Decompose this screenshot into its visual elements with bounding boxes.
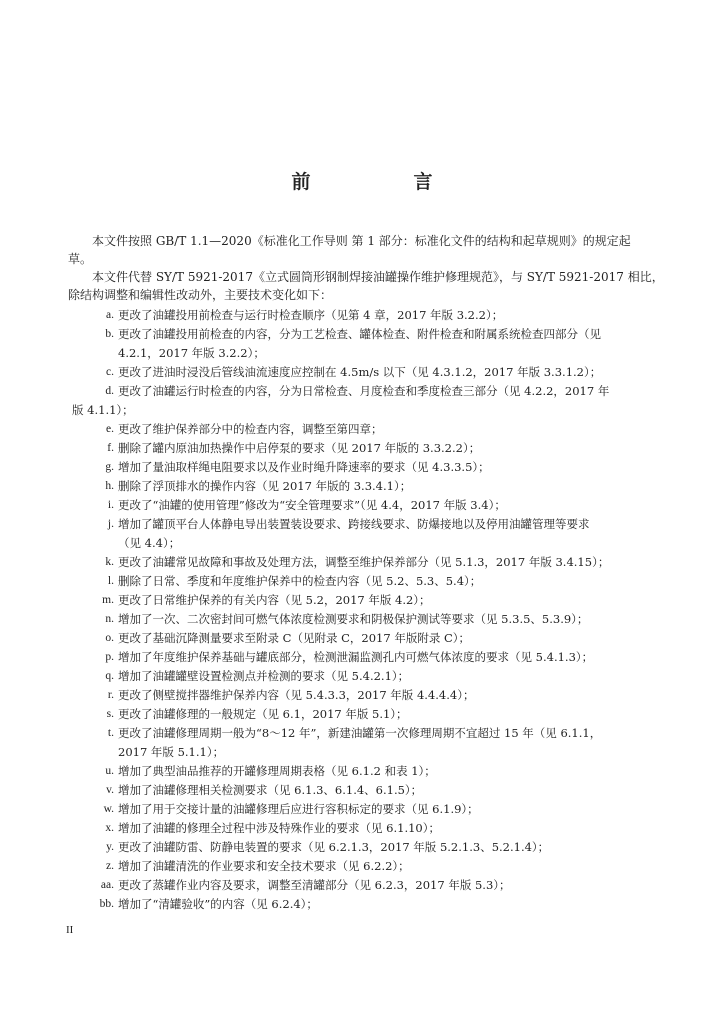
list-item-label: x. <box>105 822 114 834</box>
list-item-text-line: 增加了油罐的修理全过程中涉及特殊作业的要求（见 6.1.10）； <box>118 821 440 835</box>
list-item-text-line: 更改了蒸罐作业内容及要求，调整至清罐部分（见 6.2.3，2017 年版 5.3）； <box>118 878 511 892</box>
list-item <box>68 458 672 477</box>
list-item-text-line: 增加了量油取样绳电阻要求以及作业时绳升降速率的要求（见 4.3.3.5）； <box>118 460 490 474</box>
list-item-text <box>118 762 672 781</box>
list-item-text-line: 更改了油罐防雷、防静电装置的要求（见 6.2.1.3，2017 年版 5.2.1.3、5.2.1.4）； <box>118 840 550 854</box>
list-item-text-line: 删除了浮顶排水的操作内容（见 2017 年版的 3.3.4.1）； <box>118 479 412 493</box>
list-item-text <box>118 382 672 401</box>
list-item-label: l. <box>107 575 114 587</box>
list-item-label: t. <box>107 727 114 739</box>
page-title: 前 言 <box>291 171 475 193</box>
list-item-text <box>118 629 672 648</box>
list-item <box>68 610 672 629</box>
list-item-text-line: 增加了油罐清洗的作业要求和安全技术要求（见 6.2.2）； <box>118 859 410 873</box>
list-item-text <box>118 306 672 325</box>
list-item-label: e. <box>106 423 114 435</box>
list-item <box>68 705 672 724</box>
list-item-text-line: 更改了油罐投用前检查与运行时检查顺序（见第 4 章，2017 年版 3.2.2）； <box>118 308 504 322</box>
list-item <box>68 838 672 857</box>
list-item-label: v. <box>106 784 114 796</box>
list-item <box>68 515 672 534</box>
list-item-text-line: 更改了油罐常见故障和事故及处理方法，调整至维护保养部分（见 5.1.3，2017 年版 3.4.15）； <box>118 555 610 569</box>
list-item-continuation-text: 2017 年版 5.1.1）； <box>118 745 225 759</box>
list-item-text <box>118 648 672 667</box>
list-item-text-line: 更改了基础沉降测量要求至附录 C（见附录 C，2017 年版附录 C）； <box>118 631 471 645</box>
list-item-text <box>118 572 672 591</box>
list-item <box>68 895 672 914</box>
list-item <box>68 648 672 667</box>
list-item-text-line: 增加了用于交接计量的油罐修理后应进行容积标定的要求（见 6.1.9）； <box>118 802 479 816</box>
list-item-label: f. <box>107 442 114 454</box>
list-item-text <box>118 610 672 629</box>
list-item-text <box>118 724 672 743</box>
page-number: II <box>66 924 74 936</box>
list-item-spacer <box>68 344 118 363</box>
intro-paragraph-2 <box>68 268 670 304</box>
list-item-label: b. <box>105 328 114 340</box>
list-item-text-line: 更改了进油时浸没后管线油流速度应控制在 4.5m/s 以下（见 4.3.1.2，2017 年版 3.3.1.2）； <box>118 365 602 379</box>
list-item <box>68 800 672 819</box>
list-item-text <box>118 895 672 914</box>
list-item-label: y. <box>106 841 114 853</box>
list-item <box>68 876 672 895</box>
list-item-spacer <box>68 743 118 762</box>
list-item-text-line: 增加了油罐修理相关检测要求（见 6.1.3、6.1.4、6.1.5）； <box>118 783 423 797</box>
list-item <box>68 591 672 610</box>
list-item-continuation-text: （见 4.4）； <box>118 536 181 550</box>
list-item-continuation-text: 4.2.1，2017 年版 3.2.2）； <box>118 346 265 360</box>
list-item <box>68 496 672 515</box>
list-item-text <box>118 876 672 895</box>
list-item-text <box>118 667 672 686</box>
list-item-text <box>118 705 672 724</box>
list-item-text <box>118 420 672 439</box>
list-item-label: o. <box>105 632 114 644</box>
change-list <box>68 306 672 914</box>
list-item-label: m. <box>102 594 114 606</box>
list-item-label: d. <box>105 385 114 397</box>
list-item <box>68 382 672 401</box>
list-item <box>68 762 672 781</box>
list-item-text-line: 增加了“清罐验收”的内容（见 6.2.4）； <box>118 897 318 911</box>
list-item <box>68 363 672 382</box>
list-item-text-line: 增加了一次、二次密封间可燃气体浓度检测要求和阴极保护测试等要求（见 5.3.5、5.3.9）； <box>118 612 589 626</box>
list-item-text-line: 删除了罐内原油加热操作中启停泵的要求（见 2017 年版的 3.3.2.2）； <box>118 441 481 455</box>
list-item-text <box>118 819 672 838</box>
list-item-text <box>118 553 672 572</box>
list-item-label: k. <box>105 556 114 568</box>
intro-paragraph-2-line-2: 除结构调整和编辑性改动外，主要技术变化如下： <box>68 288 333 302</box>
list-item-text <box>118 781 672 800</box>
intro-paragraph-1-line-1: 本文件按照 GB/T 1.1—2020《标准化工作导则 第 1 部分：标准化文件的结构和起草规则》的规定起 <box>92 234 631 248</box>
list-item-text-line: 删除了日常、季度和年度维护保养中的检查内容（见 5.2、5.3、5.4）； <box>118 574 482 588</box>
list-item-text-line: 更改了侧壁搅拌器维护保养内容（见 5.4.3.3，2017 年版 4.4.4.4）； <box>118 688 475 702</box>
list-item-label: r. <box>107 689 114 701</box>
list-item-text-line: 增加了油罐罐壁设置检测点并检测的要求（见 5.4.2.1）； <box>118 669 410 683</box>
list-item-text-line: 更改了油罐运行时检查的内容，分为日常检查、月度检查和季度检查三部分（见 4.2.2，2017 年 <box>118 384 610 398</box>
list-item <box>68 306 672 325</box>
list-item-label: h. <box>105 480 114 492</box>
list-item <box>68 686 672 705</box>
list-item-text-line: 更改了日常维护保养的有关内容（见 5.2，2017 年版 4.2）； <box>118 593 431 607</box>
list-item-label: aa. <box>100 879 114 891</box>
list-item-text <box>118 591 672 610</box>
list-item-label: n. <box>105 613 114 625</box>
list-item-continuation <box>68 534 672 553</box>
list-item-label: i. <box>107 499 114 511</box>
list-item <box>68 572 672 591</box>
list-item-label: j. <box>107 518 114 530</box>
intro-paragraph-1 <box>68 232 670 268</box>
list-item-label: g. <box>105 461 114 473</box>
intro-paragraph-1-line-2: 草。 <box>68 252 93 266</box>
list-item-text <box>118 838 672 857</box>
list-item-text <box>118 325 672 344</box>
list-item-text-line: 更改了油罐投用前检查的内容，分为工艺检查、罐体检查、附件检查和附属系统检查四部分（见 <box>118 327 601 341</box>
list-item-text <box>118 686 672 705</box>
list-item-text <box>118 439 672 458</box>
list-item-label: a. <box>106 309 114 321</box>
list-item-spacer <box>68 534 118 553</box>
intro-paragraph-2-line-1: 本文件代替 SY/T 5921-2017《立式圆筒形钢制焊接油罐操作维护修理规范》，与 SY/T 5921-2017 相比， <box>92 270 664 284</box>
list-item-text-line: 增加了典型油品推荐的开罐修理周期表格（见 6.1.2 和表 1）； <box>118 764 436 778</box>
list-item-label: s. <box>106 708 114 720</box>
list-item <box>68 439 672 458</box>
list-item <box>68 819 672 838</box>
list-item-text <box>118 477 672 496</box>
list-item-continuation <box>68 344 672 363</box>
list-item <box>68 857 672 876</box>
list-item-text-line: 增加了罐顶平台人体静电导出装置装设要求、跨接线要求、防爆接地以及停用油罐管理等要求 <box>118 517 590 531</box>
list-item-label: z. <box>106 860 114 872</box>
list-item-text <box>118 857 672 876</box>
list-item <box>68 420 672 439</box>
list-item-continuation-text: 版 4.1.1）； <box>72 403 134 417</box>
list-item-text <box>118 458 672 477</box>
list-item-continuation <box>68 743 672 762</box>
list-item-label: u. <box>105 765 114 777</box>
list-item <box>68 781 672 800</box>
list-item-label: q. <box>105 670 114 682</box>
list-item-text-line: 更改了“油罐的使用管理”修改为“安全管理要求”（见 4.4，2017 年版 3.4）； <box>118 498 506 512</box>
list-item-text-line: 增加了年度维护保养基础与罐底部分，检测泄漏监测孔内可燃气体浓度的要求（见 5.4.1.3）； <box>118 650 594 664</box>
list-item <box>68 724 672 743</box>
list-item <box>68 477 672 496</box>
list-item-text <box>118 363 672 382</box>
list-item-label: bb. <box>99 898 114 910</box>
list-item-label: p. <box>105 651 114 663</box>
list-item-label: c. <box>106 366 114 378</box>
list-item-text-line: 更改了维护保养部分中的检查内容，调整至第四章； <box>118 422 383 436</box>
list-item-text <box>118 496 672 515</box>
list-item <box>68 325 672 344</box>
list-item-text <box>118 515 672 534</box>
list-item <box>68 667 672 686</box>
list-item-continuation <box>68 401 672 420</box>
list-item-label: w. <box>103 803 114 815</box>
list-item <box>68 629 672 648</box>
list-item-text-line: 更改了油罐修理的一般规定（见 6.1，2017 年版 5.1）； <box>118 707 408 721</box>
list-item-text <box>118 800 672 819</box>
list-item-text-line: 更改了油罐修理周期一般为“8～12 年”，新建油罐第一次修理周期不宜超过 15 年（见 6.1.1， <box>118 726 602 740</box>
list-item <box>68 553 672 572</box>
